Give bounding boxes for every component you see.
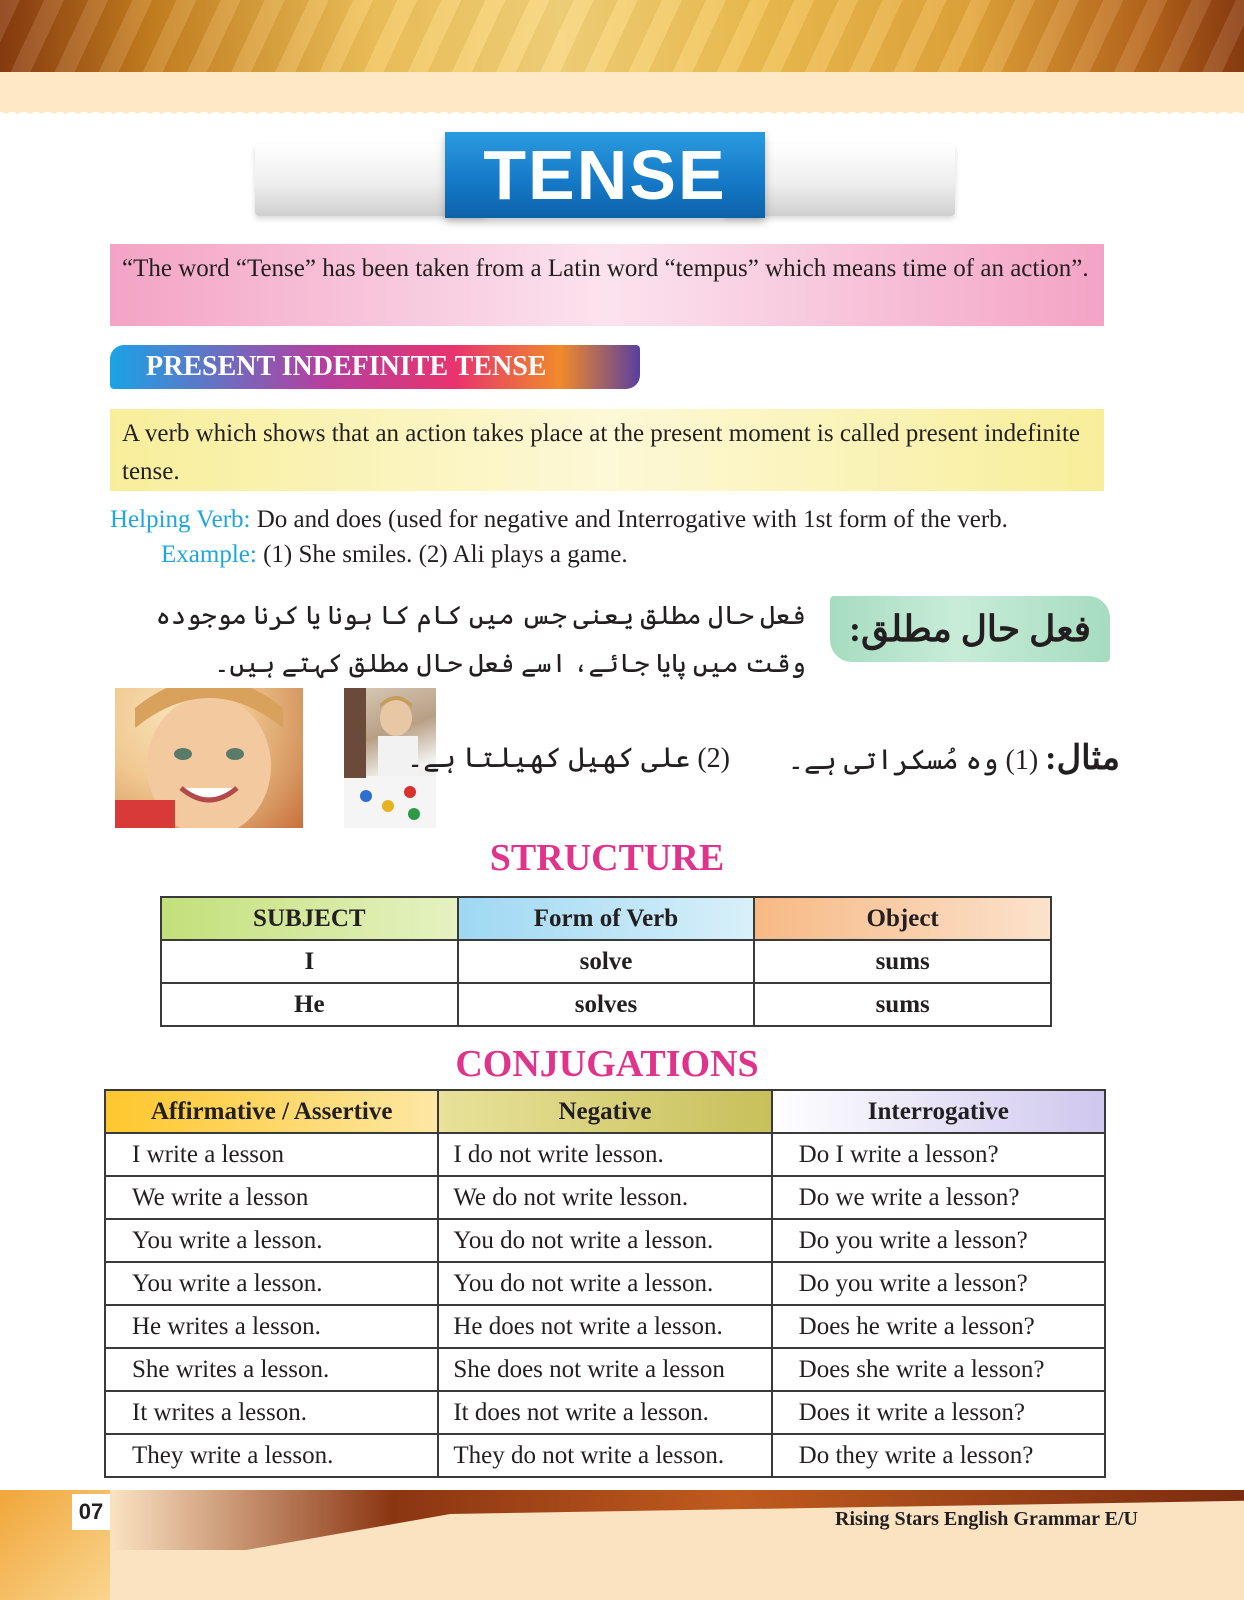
conj-cell-affirmative: We write a lesson bbox=[105, 1176, 438, 1219]
conj-cell-negative: You do not write a lesson. bbox=[438, 1262, 771, 1305]
urdu-example-1-text: (1) وہ مُسکراتی ہے۔ bbox=[787, 745, 1039, 776]
conj-cell-negative: It does not write a lesson. bbox=[438, 1391, 771, 1434]
helping-verb-label: Helping Verb: bbox=[110, 506, 251, 533]
conj-cell-negative: You do not write a lesson. bbox=[438, 1219, 771, 1262]
conj-row bbox=[105, 1305, 1105, 1348]
conj-cell-interrogative: Do they write a lesson? bbox=[772, 1434, 1105, 1477]
conj-header-affirmative: Affirmative / Assertive bbox=[105, 1090, 438, 1133]
conj-cell-affirmative: She writes a lesson. bbox=[105, 1348, 438, 1391]
conj-cell-affirmative: He writes a lesson. bbox=[105, 1305, 438, 1348]
example-line bbox=[161, 538, 628, 572]
page-number: 07 bbox=[72, 1494, 110, 1530]
example-text: (1) She smiles. (2) Ali plays a game. bbox=[263, 541, 628, 568]
example-label: Example: bbox=[161, 541, 257, 568]
book-title: Rising Stars English Grammar E/U bbox=[835, 1508, 1138, 1530]
header-torn-strip bbox=[0, 72, 1244, 112]
structure-cell: He bbox=[161, 983, 458, 1026]
conjugations-header-row bbox=[105, 1090, 1105, 1133]
header-band bbox=[0, 0, 1244, 72]
title-ribbon bbox=[255, 128, 955, 224]
structure-row bbox=[161, 940, 1051, 983]
structure-cell: sums bbox=[754, 940, 1051, 983]
structure-cell: I bbox=[161, 940, 458, 983]
conj-cell-interrogative: Does she write a lesson? bbox=[772, 1348, 1105, 1391]
conj-header-negative: Negative bbox=[438, 1090, 771, 1133]
conj-row bbox=[105, 1219, 1105, 1262]
structure-cell: solve bbox=[458, 940, 755, 983]
conj-cell-negative: He does not write a lesson. bbox=[438, 1305, 771, 1348]
conj-cell-affirmative: You write a lesson. bbox=[105, 1219, 438, 1262]
ribbon-center bbox=[445, 132, 765, 218]
conj-cell-negative: We do not write lesson. bbox=[438, 1176, 771, 1219]
conj-cell-interrogative: Do we write a lesson? bbox=[772, 1176, 1105, 1219]
helping-verb-text: Do and does (used for negative and Interrogative with 1st form of the verb. bbox=[256, 506, 1008, 533]
urdu-definition: فعل حال مطلق یعنی جس میں کام کا ہونا یا کرنا موجودہ وقت میں پایا جائے، اسے فعل حال مطلق کہتے ہیں۔ bbox=[155, 601, 806, 678]
smiling-girl-photo bbox=[115, 688, 303, 828]
smiling-girl-illustration bbox=[115, 688, 303, 828]
conj-header-interrogative: Interrogative bbox=[772, 1090, 1105, 1133]
urdu-example-label: مثال: bbox=[1045, 740, 1120, 777]
conj-row bbox=[105, 1434, 1105, 1477]
conj-row bbox=[105, 1133, 1105, 1176]
structure-title: STRUCTURE bbox=[489, 837, 725, 879]
conj-cell-affirmative: I write a lesson bbox=[105, 1133, 438, 1176]
conj-cell-interrogative: Do you write a lesson? bbox=[772, 1219, 1105, 1262]
conj-cell-negative: They do not write a lesson. bbox=[438, 1434, 771, 1477]
section-title: PRESENT INDEFINITE TENSE bbox=[110, 345, 640, 389]
conjugations-table bbox=[104, 1089, 1106, 1478]
structure-header-verb: Form of Verb bbox=[458, 897, 755, 940]
structure-cell: sums bbox=[754, 983, 1051, 1026]
conj-cell-interrogative: Do you write a lesson? bbox=[772, 1262, 1105, 1305]
helping-verb-line bbox=[110, 503, 1008, 537]
structure-header-object: Object bbox=[754, 897, 1051, 940]
conj-cell-negative: She does not write a lesson bbox=[438, 1348, 771, 1391]
conj-cell-affirmative: It writes a lesson. bbox=[105, 1391, 438, 1434]
conj-cell-interrogative: Does he write a lesson? bbox=[772, 1305, 1105, 1348]
tense-quote-box: “The word “Tense” has been taken from a Latin word “tempus” which means time of an action”. bbox=[110, 244, 1104, 326]
structure-header-row bbox=[161, 897, 1051, 940]
conj-row bbox=[105, 1176, 1105, 1219]
conj-row bbox=[105, 1348, 1105, 1391]
conj-cell-interrogative: Do I write a lesson? bbox=[772, 1133, 1105, 1176]
conj-row bbox=[105, 1262, 1105, 1305]
urdu-heading: فعل حال مطلق: bbox=[830, 596, 1110, 662]
definition-box: A verb which shows that an action takes place at the present moment is called present indefinite tense. bbox=[110, 409, 1104, 491]
conj-row bbox=[105, 1391, 1105, 1434]
urdu-example-2: (2) علی کھیل کھیلتا ہے۔ bbox=[406, 743, 730, 774]
conj-cell-affirmative: They write a lesson. bbox=[105, 1434, 438, 1477]
structure-table bbox=[160, 896, 1052, 1027]
conj-cell-interrogative: Does it write a lesson? bbox=[772, 1391, 1105, 1434]
structure-header-subject: SUBJECT bbox=[161, 897, 458, 940]
page-title: TENSE bbox=[483, 136, 727, 214]
conj-cell-affirmative: You write a lesson. bbox=[105, 1262, 438, 1305]
structure-row bbox=[161, 983, 1051, 1026]
conj-cell-negative: I do not write lesson. bbox=[438, 1133, 771, 1176]
footer-band bbox=[0, 1490, 1244, 1600]
conjugations-title: CONJUGATIONS bbox=[455, 1043, 759, 1085]
urdu-example-1 bbox=[787, 735, 1120, 785]
structure-cell: solves bbox=[458, 983, 755, 1026]
